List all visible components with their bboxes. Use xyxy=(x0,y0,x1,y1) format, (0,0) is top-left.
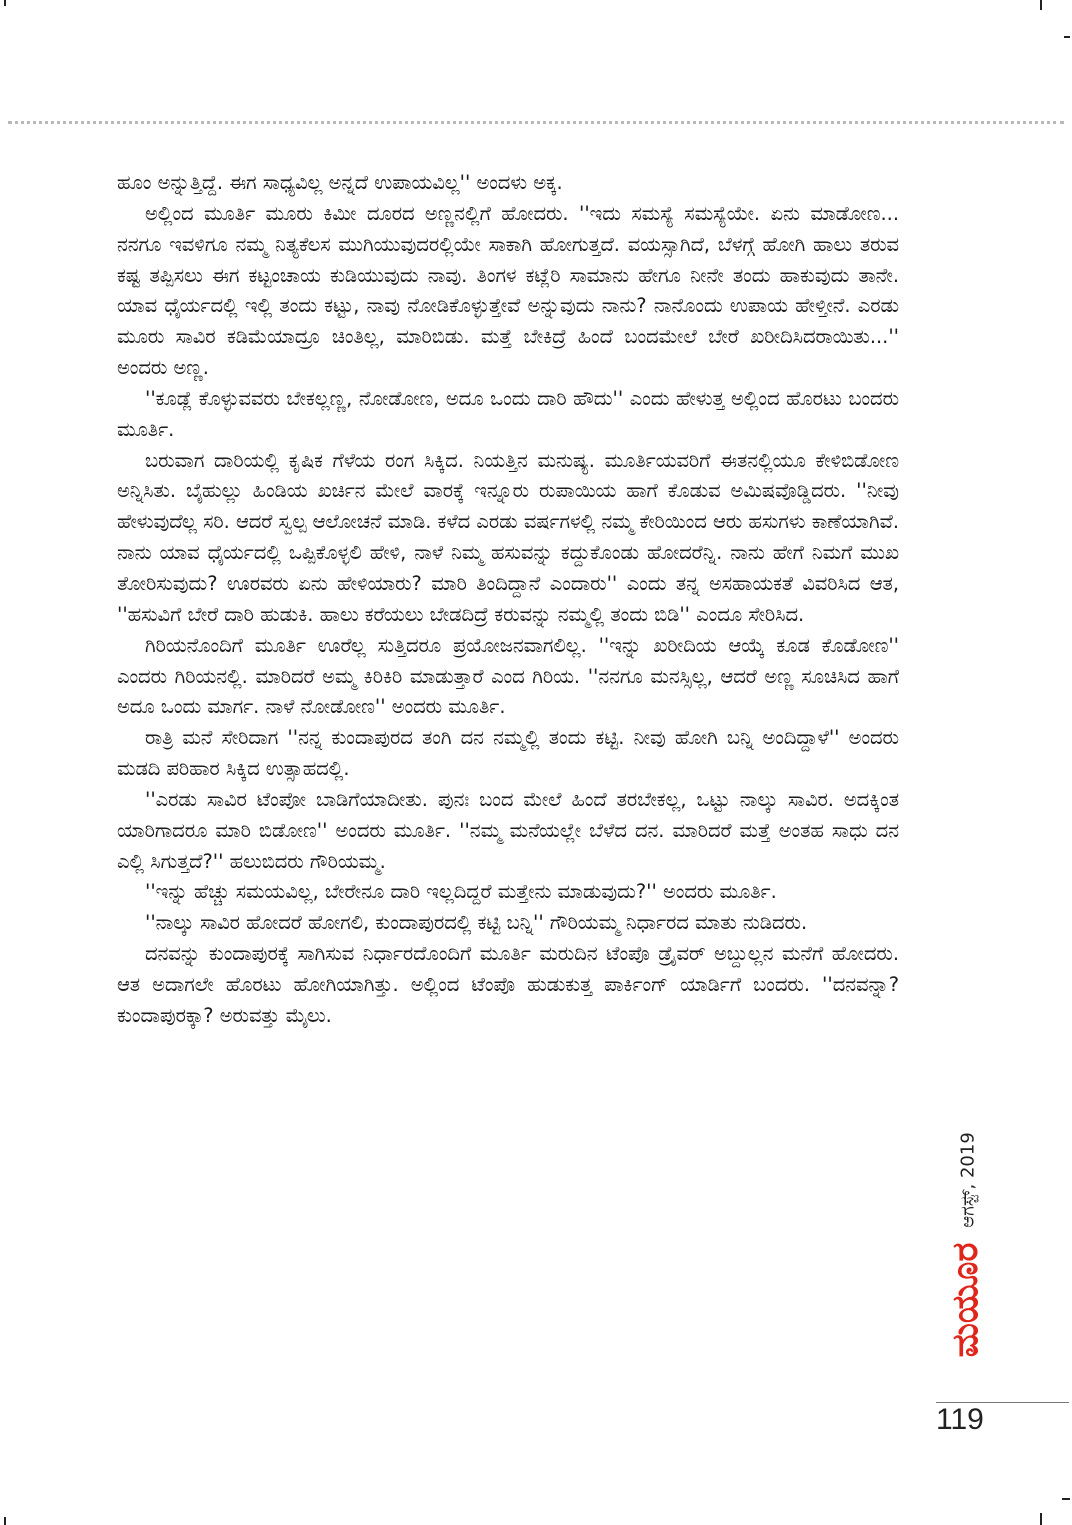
paragraph: ಹೂಂ ಅನ್ನುತ್ತಿದ್ದೆ. ಈಗ ಸಾಧ್ಯವಿಲ್ಲ ಅನ್ನದೆ ಉಪಾಯವಿಲ್ಲ'' ಅಂದಳು ಅಕ್ಕ. xyxy=(117,171,563,194)
crop-mark-bottom-right xyxy=(1040,1513,1042,1525)
paragraph: ''ನಾಲ್ಕು ಸಾವಿರ ಹೋದರೆ ಹೋಗಲಿ, ಕುಂದಾಪುರದಲ್ಲಿ ಕಟ್ಟಿ ಬನ್ನಿ'' ಗೌರಿಯಮ್ಮ ನಿರ್ಧಾರದ ಮಾತು ನುಡಿದರು. xyxy=(145,911,808,935)
paragraph: ಗಿರಿಯನೊಂದಿಗೆ ಮೂರ್ತಿ ಊರೆಲ್ಲ ಸುತ್ತಿದರೂ ಪ್ರಯೋಜನವಾಗಲಿಲ್ಲ. ''ಇನ್ನು ಖರೀದಿಯ ಆಯ್ಕೆ ಕೂಡ ಕೊಡೋಣ'' ಎಂದರು ಗಿರಿಯನಲ್ಲಿ. ಮಾರಿದರೆ ಅಮ್ಮ ಕಿರಿಕಿರಿ ಮಾಡುತ್ತಾರೆ ಎಂದ ಗಿರಿಯ. ''ನನಗೂ ಮನಸ್ಸಿಲ್ಲ, ಆದರೆ ಅಣ್ಣ ಸೂಚಿಸಿದ ಹಾಗೆ ಅದೂ ಒಂದು ಮಾರ್ಗ. ನಾಳೆ ನೋಡೋಣ'' ಅಂದರು ಮೂರ್ತಿ. xyxy=(117,633,899,719)
page-number: 119 xyxy=(936,1403,984,1436)
header-dotted-rule xyxy=(8,121,1064,124)
crop-mark-bottom-left xyxy=(4,1517,6,1525)
crop-mark-top-left xyxy=(4,0,6,6)
paragraph: ''ಇನ್ನು ಹೆಚ್ಚು ಸಮಯವಿಲ್ಲ, ಬೇರೇನೂ ದಾರಿ ಇಲ್ಲದಿದ್ದರೆ ಮತ್ತೇನು ಮಾಡುವುದು?'' ಅಂದರು ಮೂರ್ತಿ. xyxy=(145,880,777,904)
paragraph: ಅಲ್ಲಿಂದ ಮೂರ್ತಿ ಮೂರು ಕಿಮೀ ದೂರದ ಅಣ್ಣನಲ್ಲಿಗೆ ಹೋದರು. ''ಇದು ಸಮಸ್ಯೆ ಸಮಸ್ಯೆಯೇ. ಏನು ಮಾಡೋಣ... ನನಗೂ ಇವಳಿಗೂ ನಮ್ಮ ನಿತ್ಯಕೆಲಸ ಮುಗಿಯುವುದರಲ್ಲಿಯೇ ಸಾಕಾಗಿ ಹೋಗುತ್ತದೆ. ವಯಸ್ಸಾಗಿದೆ, ಬೆಳಗ್ಗೆ ಹೋಗಿ ಹಾಲು ತರುವ ಕಷ್ಟ ತಪ್ಪಿಸಲು ಈಗ ಕಟ್ಟಂಚಾಯ ಕುಡಿಯುವುದು ನಾವು. ತಿಂಗಳ ಕಟ್ಲೆರಿ ಸಾಮಾನು ಹೇಗೂ ನೀನೇ ತಂದು ಹಾಕುವುದು ತಾನೇ. ಯಾವ ಧೈರ್ಯದಲ್ಲಿ ಇಲ್ಲಿ ತಂದು ಕಟ್ಟು, ನಾವು ನೋಡಿಕೊಳ್ಳುತ್ತೇವೆ ಅನ್ನುವುದು ನಾನು? ನಾನೊಂದು ಉಪಾಯ ಹೇಳ್ತೀನೆ. ಎರಡು ಮೂರು ಸಾವಿರ ಕಡಿಮೆಯಾದ್ರೂ ಚಿಂತಿಲ್ಲ, ಮಾರಿಬಿಡು. ಮತ್ತೆ ಬೇಕಿದ್ರೆ ಹಿಂದೆ ಬಂದಮೇಲೆ ಬೇರೆ ಖರೀದಿಸಿದರಾಯಿತು...'' ಅಂದರು ಅಣ್ಣ. xyxy=(117,201,899,380)
article-body xyxy=(117,168,899,1032)
paragraph: ''ಎರಡು ಸಾವಿರ ಟೆಂಪೋ ಬಾಡಿಗೆಯಾದೀತು. ಪುನಃ ಬಂದ ಮೇಲೆ ಹಿಂದೆ ತರಬೇಕಲ್ಲ, ಒಟ್ಟು ನಾಲ್ಕು ಸಾವಿರ. ಅದಕ್ಕಿಂತ ಯಾರಿಗಾದರೂ ಮಾರಿ ಬಿಡೋಣ'' ಅಂದರು ಮೂರ್ತಿ. ''ನಮ್ಮ ಮನೆಯಲ್ಲೇ ಬೆಳೆದ ದನ. ಮಾರಿದರೆ ಮತ್ತೆ ಅಂತಹ ಸಾಧು ದನ ಎಲ್ಲಿ ಸಿಗುತ್ತದೆ?'' ಹಲುಬಿದರು ಗೌರಿಯಮ್ಮ. xyxy=(117,787,899,873)
crop-mark-right-bottom xyxy=(1062,1498,1070,1500)
issue-date: ಆಗಸ್ಟ್, 2019 xyxy=(957,1132,979,1228)
magazine-logo: ಮಯೂರ xyxy=(945,1242,986,1358)
paragraph: ರಾತ್ರಿ ಮನೆ ಸೇರಿದಾಗ ''ನನ್ನ ಕುಂದಾಪುರದ ತಂಗಿ ದನ ನಮ್ಮಲ್ಲಿ ತಂದು ಕಟ್ಟಿ. ನೀವು ಹೋಗಿ ಬನ್ನಿ ಅಂದಿದ್ದಾಳೆ'' ಅಂದರು ಮಡದಿ ಪರಿಹಾರ ಸಿಕ್ಕಿದ ಉತ್ಸಾಹದಲ್ಲಿ. xyxy=(117,726,899,781)
paragraph: ಬರುವಾಗ ದಾರಿಯಲ್ಲಿ ಕೃಷಿಕ ಗೆಳೆಯ ರಂಗ ಸಿಕ್ಕಿದ. ನಿಯತ್ತಿನ ಮನುಷ್ಯ. ಮೂರ್ತಿಯವರಿಗೆ ಈತನಲ್ಲಿಯೂ ಕೇಳಿಬಿಡೋಣ ಅನ್ನಿಸಿತು. ಬೈಹುಲ್ಲು ಹಿಂಡಿಯ ಖರ್ಚಿನ ಮೇಲೆ ವಾರಕ್ಕೆ ಇನ್ನೂರು ರುಪಾಯಿಯ ಹಾಗೆ ಕೊಡುವ ಅಮಿಷವೊಡ್ಡಿದರು. ''ನೀವು ಹೇಳುವುದೆಲ್ಲ ಸರಿ. ಆದರೆ ಸ್ವಲ್ಪ ಆಲೋಚನೆ ಮಾಡಿ. ಕಳೆದ ಎರಡು ವರ್ಷಗಳಲ್ಲಿ ನಮ್ಮ ಕೇರಿಯಿಂದ ಆರು ಹಸುಗಳು ಕಾಣೆಯಾಗಿವೆ. ನಾನು ಯಾವ ಧೈರ್ಯದಲ್ಲಿ ಒಪ್ಪಿಕೊಳ್ಳಲಿ ಹೇಳಿ, ನಾಳೆ ನಿಮ್ಮ ಹಸುವನ್ನು ಕದ್ದುಕೊಂಡು ಹೋದರೆನ್ನಿ. ನಾನು ಹೇಗೆ ನಿಮಗೆ ಮುಖ ತೋರಿಸುವುದು? ಊರವರು ಏನು ಹೇಳಿಯಾರು? ಮಾರಿ ತಿಂದಿದ್ದಾನೆ ಎಂದಾರು'' ಎಂದು ತನ್ನ ಅಸಹಾಯಕತೆ ವಿವರಿಸಿದ ಆತ, ''ಹಸುವಿಗೆ ಬೇರೆ ದಾರಿ ಹುಡುಕಿ. ಹಾಲು ಕರೆಯಲು ಬೇಡದಿದ್ರೆ ಕರುವನ್ನು ನಮ್ಮಲ್ಲಿ ತಂದು ಬಿಡಿ'' ಎಂದೂ ಸೇರಿಸಿದ. xyxy=(117,448,899,626)
crop-mark-right-top xyxy=(1064,36,1070,38)
paragraph: ''ಕೂಡ್ಲೆ ಕೊಳ್ಳುವವರು ಬೇಕಲ್ಲಣ್ಣ, ನೋಡೋಣ, ಅದೂ ಒಂದು ದಾರಿ ಹೌದು'' ಎಂದು ಹೇಳುತ್ತ ಅಲ್ಲಿಂದ ಹೊರಟು ಬಂದರು ಮೂರ್ತಿ. xyxy=(117,386,899,441)
paragraph: ದನವನ್ನು ಕುಂದಾಪುರಕ್ಕೆ ಸಾಗಿಸುವ ನಿರ್ಧಾರದೊಂದಿಗೆ ಮೂರ್ತಿ ಮರುದಿನ ಟೆಂಪೊ ಡ್ರೈವರ್ ಅಬ್ದುಲ್ಲನ ಮನೆಗೆ ಹೋದರು. ಆತ ಅದಾಗಲೇ ಹೊರಟು ಹೋಗಿಯಾಗಿತ್ತು. ಅಲ್ಲಿಂದ ಟೆಂಪೊ ಹುಡುಕುತ್ತ ಪಾರ್ಕಿಂಗ್ ಯಾರ್ಡಿಗೆ ಬಂದರು. ''ದನವನ್ನಾ? ಕುಂದಾಪುರಕ್ಕಾ? ಅರುವತ್ತು ಮೈಲು. xyxy=(117,942,899,1027)
crop-mark-top-right xyxy=(1040,0,1042,10)
